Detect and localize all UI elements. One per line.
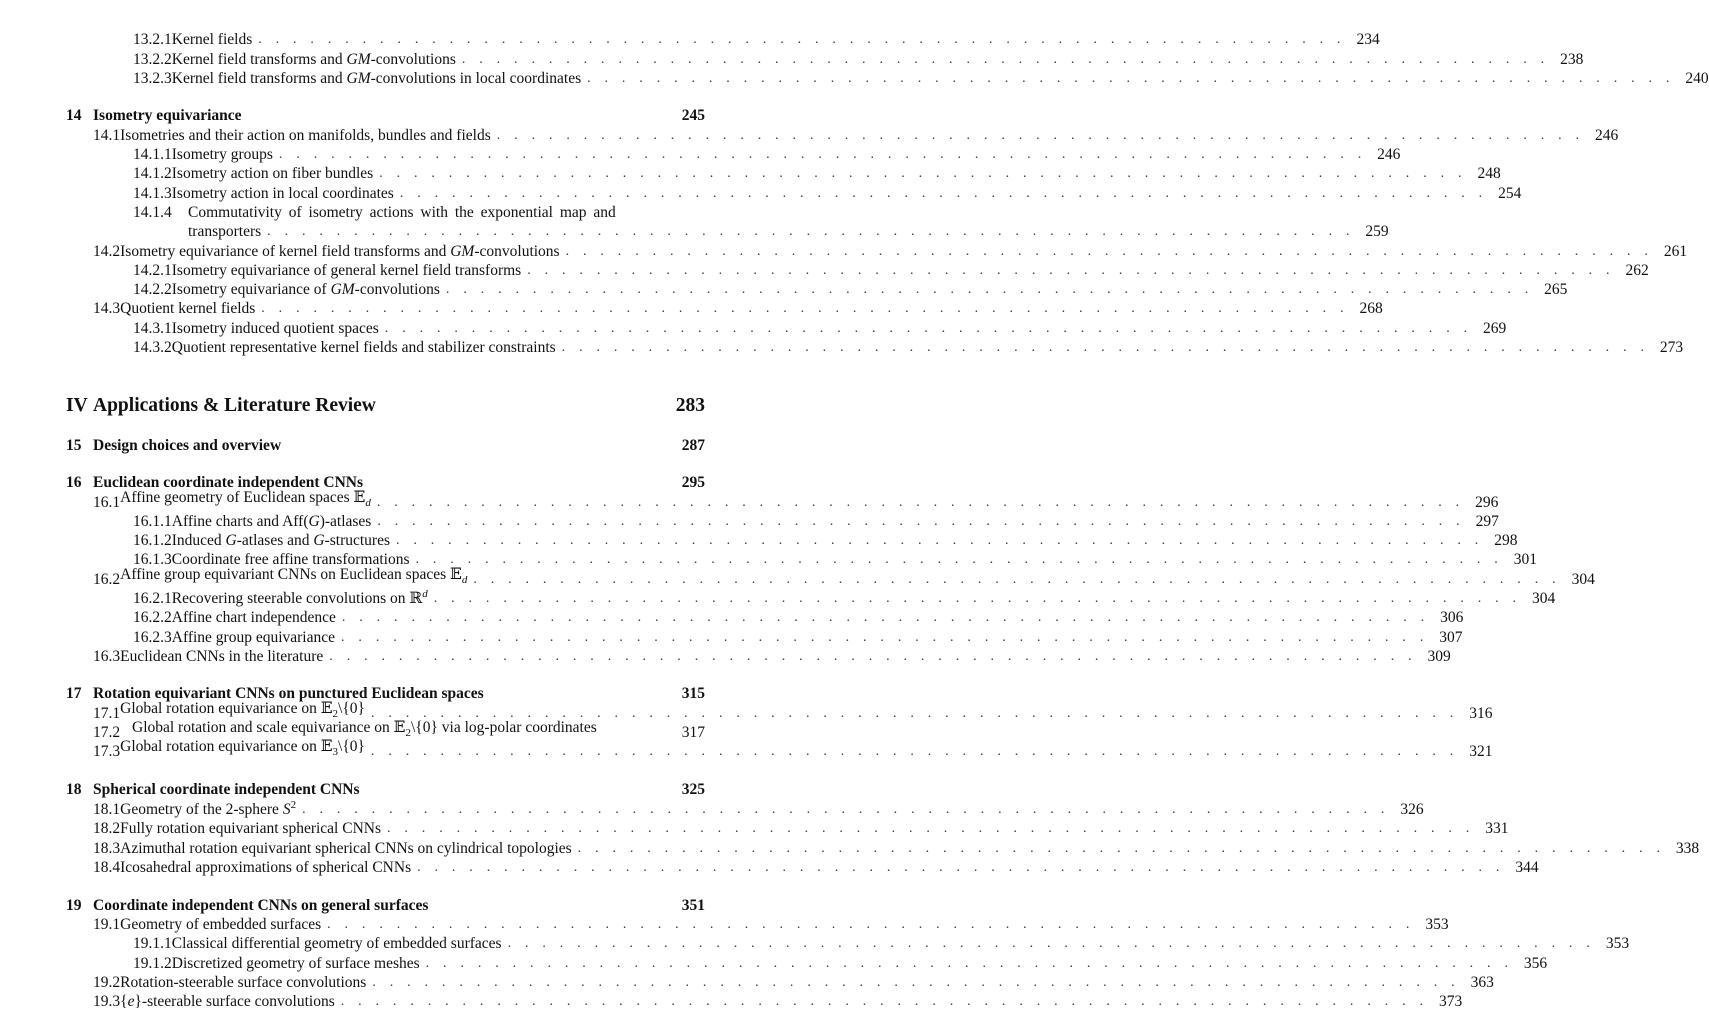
toc-entry[interactable]: 14.3 Quotient kernel fields . . . . . . . . . . . . . . . . . . . . . . . . . . . . . . . . . . . . . . . . . . . . . . . . . . . . . . . . . . . . . . . 268 — [93, 300, 1383, 317]
toc-entry[interactable]: 13.2.3 Kernel field transforms and GM-convolutions in local coordinates . . . . . . . . . . . . . . . . . . . . . . . . . . . . . . . . . . . . . . . . . . . . . . . . . . . . . . . . . . . . . . . 240 — [133, 70, 1709, 87]
toc-entry[interactable]: 14.1 Isometries and their action on manifolds, bundles and fields . . . . . . . . . . . . . . . . . . . . . . . . . . . . . . . . . . . . . . . . . . . . . . . . . . . . . . . . . . . . . . . 246 — [93, 127, 1619, 144]
toc-entry[interactable]: 13.2.1 Kernel fields . . . . . . . . . . . . . . . . . . . . . . . . . . . . . . . . . . . . . . . . . . . . . . . . . . . . . . . . . . . . . . . 234 — [133, 31, 1380, 48]
toc-entry[interactable]: 16.1.1 Affine charts and Aff(G)-atlases . . . . . . . . . . . . . . . . . . . . . . . . . . . . . . . . . . . . . . . . . . . . . . . . . . . . . . . . . . . . . . . 297 — [133, 513, 1499, 530]
toc-entry[interactable]: 16.2.2 Affine chart independence . . . . . . . . . . . . . . . . . . . . . . . . . . . . . . . . . . . . . . . . . . . . . . . . . . . . . . . . . . . . . . . 306 — [133, 609, 1464, 626]
toc-entry[interactable]: 14.2 Isometry equivariance of kernel field transforms and GM-convolutions . . . . . . . . . . . . . . . . . . . . . . . . . . . . . . . . . . . . . . . . . . . . . . . . . . . . . . . . . . . . . . . 261 — [93, 243, 1688, 260]
toc-entry[interactable]: 16.3 Euclidean CNNs in the literature . . . . . . . . . . . . . . . . . . . . . . . . . . . . . . . . . . . . . . . . . . . . . . . . . . . . . . . . . . . . . . . 309 — [93, 648, 1451, 665]
toc-entry[interactable]: 13.2.2 Kernel field transforms and GM-convolutions . . . . . . . . . . . . . . . . . . . . . . . . . . . . . . . . . . . . . . . . . . . . . . . . . . . . . . . . . . . . . . . 238 — [133, 51, 1584, 68]
toc-entry[interactable]: 19.1 Geometry of embedded surfaces . . . . . . . . . . . . . . . . . . . . . . . . . . . . . . . . . . . . . . . . . . . . . . . . . . . . . . . . . . . . . . . 353 — [93, 916, 1449, 933]
toc-entry[interactable]: 18.3 Azimuthal rotation equivariant spherical CNNs on cylindrical topologies . . . . . . . . . . . . . . . . . . . . . . . . . . . . . . . . . . . . . . . . . . . . . . . . . . . . . . . . . . . . . . . 338 — [93, 840, 1700, 857]
toc-entry[interactable]: 16.1 Affine geometry of Euclidean spaces 𝔼$_d$ . . . . . . . . . . . . . . . . . . . . . . . . . . . . . . . . . . . . . . . . . . . . . . . . . . . . . . . . . . . . . . . 296 — [93, 488, 1499, 511]
chapter-entry[interactable]: 14 Isometry equivariance 245 — [66, 107, 705, 124]
toc-entry[interactable]: 14.1.3 Isometry action in local coordinates . . . . . . . . . . . . . . . . . . . . . . . . . . . . . . . . . . . . . . . . . . . . . . . . . . . . . . . . . . . . . . . 254 — [133, 185, 1522, 202]
toc-entry[interactable]: 18.1 Geometry of the 2-sphere $S^2$ . . . . . . . . . . . . . . . . . . . . . . . . . . . . . . . . . . . . . . . . . . . . . . . . . . . . . . . . . . . . . . . 326 — [93, 798, 1424, 818]
toc-entry[interactable]: 19.2 Rotation-steerable surface convolutions . . . . . . . . . . . . . . . . . . . . . . . . . . . . . . . . . . . . . . . . . . . . . . . . . . . . . . . . . . . . . . . 363 — [93, 974, 1494, 991]
toc-entry[interactable]: 14.2.2 Isometry equivariance of GM-convolutions . . . . . . . . . . . . . . . . . . . . . . . . . . . . . . . . . . . . . . . . . . . . . . . . . . . . . . . . . . . . . . . 265 — [133, 281, 1568, 298]
toc-entry[interactable]: 14.2.1 Isometry equivariance of general kernel field transforms . . . . . . . . . . . . . . . . . . . . . . . . . . . . . . . . . . . . . . . . . . . . . . . . . . . . . . . . . . . . . . . 262 — [133, 262, 1649, 279]
toc-entry[interactable]: 14.1.2 Isometry action on fiber bundles . . . . . . . . . . . . . . . . . . . . . . . . . . . . . . . . . . . . . . . . . . . . . . . . . . . . . . . . . . . . . . . 248 — [133, 165, 1501, 182]
toc-entry[interactable]: 19.3 {e}-steerable surface convolutions . . . . . . . . . . . . . . . . . . . . . . . . . . . . . . . . . . . . . . . . . . . . . . . . . . . . . . . . . . . . . . . 373 — [93, 993, 1463, 1010]
toc-entry[interactable]: 14.1.4 Commutativity of isometry actions with the exponential map and — [133, 204, 616, 221]
toc-entry[interactable]: 16.2 Affine group equivariant CNNs on Euclidean spaces 𝔼$_d$ . . . . . . . . . . . . . . . . . . . . . . . . . . . . . . . . . . . . . . . . . . . . . . . . . . . . . . . . . . . . . . . 304 — [93, 565, 1595, 588]
toc-entry[interactable]: 14.3.1 Isometry induced quotient spaces . . . . . . . . . . . . . . . . . . . . . . . . . . . . . . . . . . . . . . . . . . . . . . . . . . . . . . . . . . . . . . . 269 — [133, 320, 1507, 337]
toc-entry[interactable]: 16.1.3 Coordinate free affine transformations . . . . . . . . . . . . . . . . . . . . . . . . . . . . . . . . . . . . . . . . . . . . . . . . . . . . . . . . . . . . . . . 301 — [133, 551, 1537, 568]
part-entry[interactable]: IV Applications & Literature Review 283 — [66, 395, 705, 416]
toc-entry[interactable]: 19.1.1 Classical differential geometry of embedded surfaces . . . . . . . . . . . . . . . . . . . . . . . . . . . . . . . . . . . . . . . . . . . . . . . . . . . . . . . . . . . . . . . 353 — [133, 935, 1630, 952]
chapter-entry[interactable]: 18 Spherical coordinate independent CNNs 325 — [66, 781, 705, 798]
toc-entry[interactable]: 14.1.1 Isometry groups . . . . . . . . . . . . . . . . . . . . . . . . . . . . . . . . . . . . . . . . . . . . . . . . . . . . . . . . . . . . . . . 246 — [133, 146, 1401, 163]
toc-entry[interactable]: 14.3.2 Quotient representative kernel fields and stabilizer constraints . . . . . . . . . . . . . . . . . . . . . . . . . . . . . . . . . . . . . . . . . . . . . . . . . . . . . . . . . . . . . . . 273 — [133, 339, 1684, 356]
toc-entry[interactable]: 19.1.2 Discretized geometry of surface meshes . . . . . . . . . . . . . . . . . . . . . . . . . . . . . . . . . . . . . . . . . . . . . . . . . . . . . . . . . . . . . . . 356 — [133, 955, 1548, 972]
toc-entry[interactable]: 17.1 Global rotation equivariance on 𝔼$_2$\{0} . . . . . . . . . . . . . . . . . . . . . . . . . . . . . . . . . . . . . . . . . . . . . . . . . . . . . . . . . . . . . . . 316 — [93, 699, 1493, 722]
toc-entry[interactable]: 17.2 Global rotation and scale equivariance on 𝔼$_2$\{0} via log-polar coordinates 317 — [93, 718, 705, 741]
toc-entry-continuation[interactable]: transporters . . . . . . . . . . . . . . . . . . . . . . . . . . . . . . . . . . . . . . . . . . . . . . . . . . . . . . . . . . . . . . . 259 — [188, 223, 1389, 240]
toc-entry[interactable]: 16.2.3 Affine group equivariance . . . . . . . . . . . . . . . . . . . . . . . . . . . . . . . . . . . . . . . . . . . . . . . . . . . . . . . . . . . . . . . 307 — [133, 629, 1463, 646]
chapter-entry[interactable]: 15 Design choices and overview 287 — [66, 437, 705, 454]
toc-entry[interactable]: 17.3 Global rotation equivariance on 𝔼$_3$\{0} . . . . . . . . . . . . . . . . . . . . . . . . . . . . . . . . . . . . . . . . . . . . . . . . . . . . . . . . . . . . . . . 321 — [93, 737, 1493, 760]
toc-entry[interactable]: 18.2 Fully rotation equivariant spherical CNNs . . . . . . . . . . . . . . . . . . . . . . . . . . . . . . . . . . . . . . . . . . . . . . . . . . . . . . . . . . . . . . . 331 — [93, 820, 1509, 837]
toc-entry[interactable]: 16.1.2 Induced G-atlases and G-structures . . . . . . . . . . . . . . . . . . . . . . . . . . . . . . . . . . . . . . . . . . . . . . . . . . . . . . . . . . . . . . . 298 — [133, 532, 1518, 549]
chapter-entry[interactable]: 17 Rotation equivariant CNNs on punctured Euclidean spaces 315 — [66, 685, 705, 702]
chapter-entry[interactable]: 19 Coordinate independent CNNs on general surfaces 351 — [66, 897, 705, 914]
chapter-entry[interactable]: 16 Euclidean coordinate independent CNNs 295 — [66, 474, 705, 491]
toc-entry[interactable]: 16.2.1 Recovering steerable convolutions on ℝ$^d$ . . . . . . . . . . . . . . . . . . . . . . . . . . . . . . . . . . . . . . . . . . . . . . . . . . . . . . . . . . . . . . . 304 — [133, 587, 1556, 607]
toc-entry[interactable]: 18.4 Icosahedral approximations of spherical CNNs . . . . . . . . . . . . . . . . . . . . . . . . . . . . . . . . . . . . . . . . . . . . . . . . . . . . . . . . . . . . . . . 344 — [93, 859, 1539, 876]
